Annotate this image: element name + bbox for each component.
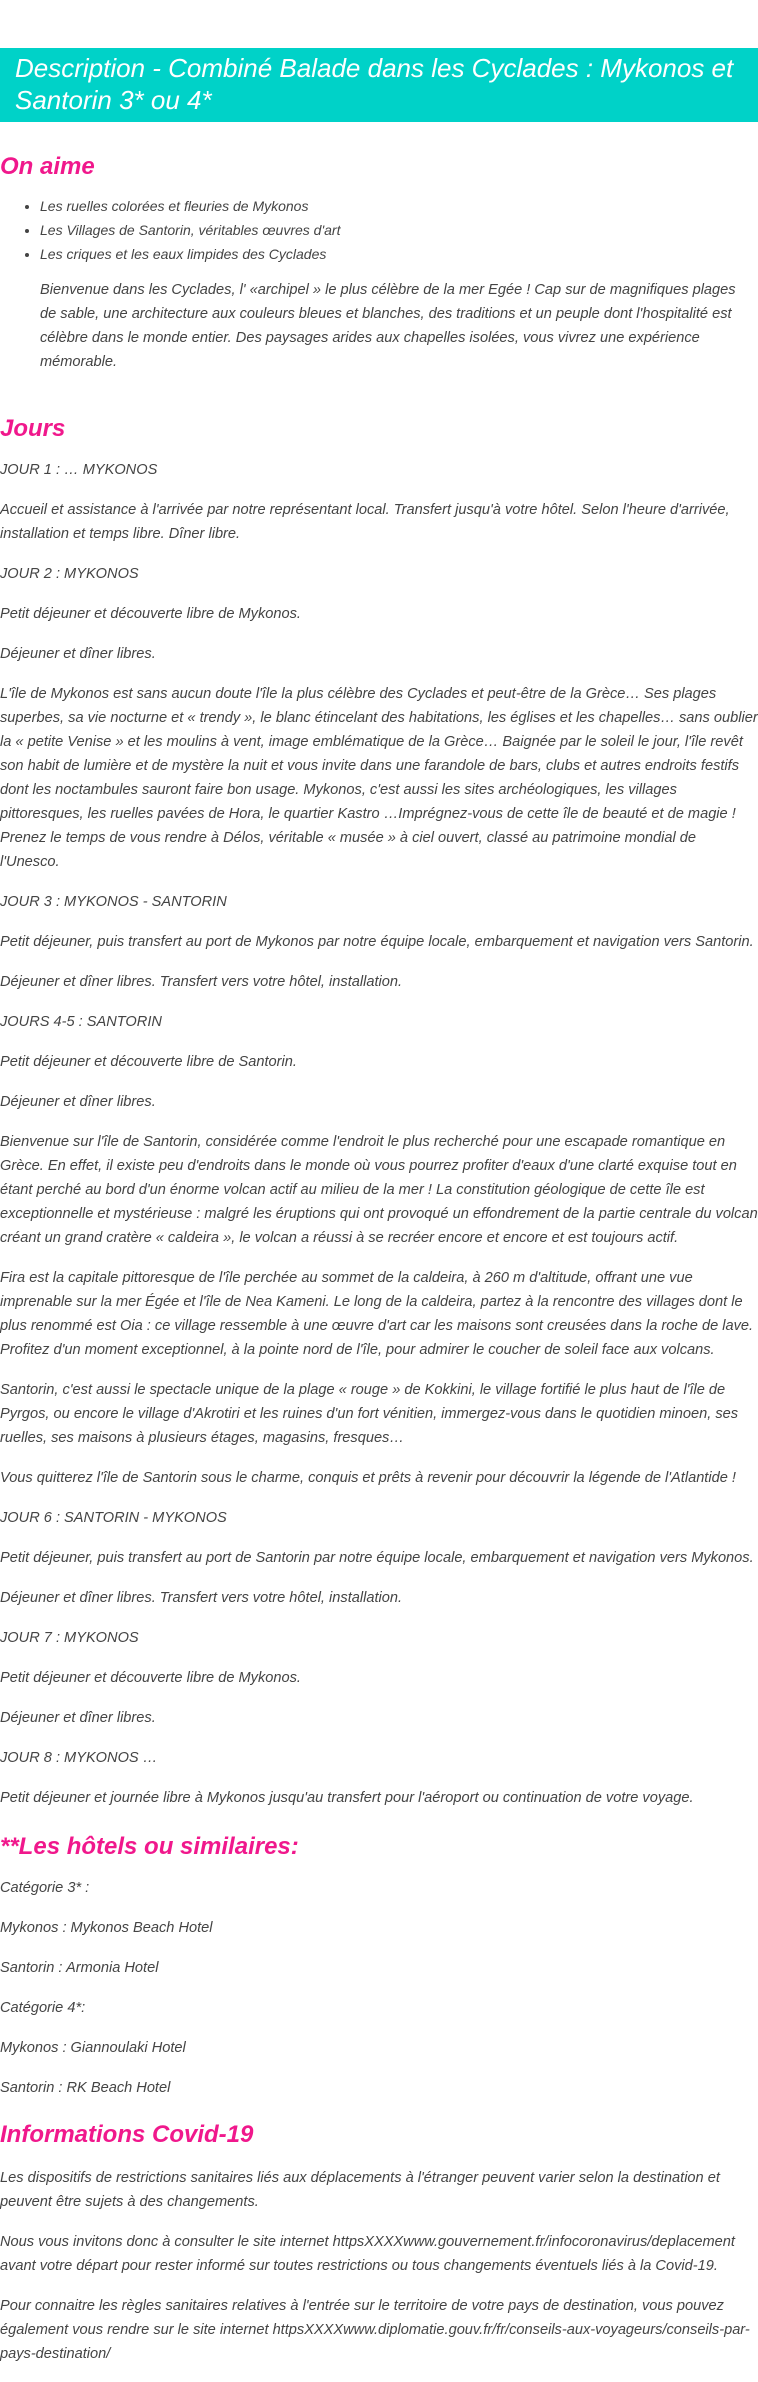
day-text: Déjeuner et dîner libres. Transfert vers votre hôtel, installation.	[0, 974, 403, 990]
hotels-list	[0, 1876, 758, 2100]
hotel-line: Santorin : RK Beach Hotel	[0, 2080, 171, 2096]
section-heading-jours: Jours	[0, 415, 66, 442]
page	[0, 48, 758, 2366]
likes-list	[0, 194, 758, 266]
day-text: Petit déjeuner et découverte libre de Santorin.	[0, 1054, 297, 1070]
day-text: L'île de Mykonos est sans aucun doute l'île la plus célèbre des Cyclades et peut-être de la Grèce… Ses plages superbes, sa vie nocturne et « trendy », le blanc étincelant des habitations, les églises et les chapelles… sans oublier la « petite Venise » et les moulins à vent, image emblématique de la Grèce… Baignée par le soleil le jour, l'île revêt son habit de lumière et de mystère la nuit et vous invite dans une farandole de bars, clubs et autres endroits festifs dont les noctambules sauront faire bon usage. Mykonos, c'est aussi les sites archéologiques, les villages pittoresques, les ruelles pavées de Hora, le quartier Kastro …Imprégnez-vous de cette île de beauté et de magie ! Prenez le temps de vous rendre à Délos, véritable « musée » à ciel ouvert, classé au patrimoine mondial de l'Unesco.	[0, 686, 758, 870]
day-title: JOUR 7 : MYKONOS	[0, 1630, 139, 1646]
section-heading-covid: Informations Covid-19	[0, 2121, 254, 2148]
section-heading-hotels: **Les hôtels ou similaires:	[0, 1833, 299, 1860]
day-text: Déjeuner et dîner libres.	[0, 1094, 156, 1110]
hotel-line: Santorin : Armonia Hotel	[0, 1960, 159, 1976]
hotel-category: Catégorie 3* :	[0, 1880, 90, 1896]
section-jours	[0, 414, 758, 1810]
day-text: Petit déjeuner, puis transfert au port de Santorin par notre équipe locale, embarquement et navigation vers Mykonos.	[0, 1550, 754, 1566]
page-title: Description - Combiné Balade dans les Cyclades : Mykonos et Santorin 3* ou 4*	[15, 53, 734, 115]
day-title: JOUR 8 : MYKONOS …	[0, 1750, 158, 1766]
hotel-line: Mykonos : Giannoulaki Hotel	[0, 2040, 186, 2056]
day-text: Déjeuner et dîner libres. Transfert vers votre hôtel, installation.	[0, 1590, 403, 1606]
covid-paragraph: Les dispositifs de restrictions sanitaires liés aux déplacements à l'étranger peuvent varier selon la destination et peuvent être sujets à des changements.	[0, 2170, 720, 2210]
hotel-category: Catégorie 4*:	[0, 2000, 86, 2016]
section-hotels	[0, 1832, 758, 2100]
day-text: Vous quitterez l'île de Santorin sous le charme, conquis et prêts à revenir pour découvrir la légende de l'Atlantide !	[0, 1470, 736, 1486]
day-text: Santorin, c'est aussi le spectacle unique de la plage « rouge » de Kokkini, le village fortifié le plus haut de l'île de Pyrgos, ou encore le village d'Akrotiri et les ruines d'un fort vénitien, immergez-vous dans le quotidien minoen, ses ruelles, ses maisons à plusieurs étages, magasins, fresques…	[0, 1382, 739, 1446]
covid-info	[0, 2166, 758, 2366]
section-heading-on-aime: On aime	[0, 153, 95, 180]
day-text: Petit déjeuner, puis transfert au port de Mykonos par notre équipe locale, embarquement et navigation vers Santorin.	[0, 934, 754, 950]
itinerary	[0, 458, 758, 1810]
list-item: • Les Villages de Santorin, véritables œuvres d'art	[40, 218, 758, 242]
day-text: Fira est la capitale pittoresque de l'île perchée au sommet de la caldeira, à 260 m d'altitude, offrant une vue imprenable sur la mer Égée et l'île de Nea Kameni. Le long de la caldeira, partez à la rencontre des villages dont le plus renommé est Oia : ce village ressemble à une œuvre d'art car les maisons sont creusées dans la roche de lave. Profitez d'un moment exceptionnel, à la pointe nord de l'île, pour admirer le coucher de soleil face aux volcans.	[0, 1270, 754, 1358]
day-title: JOUR 1 : … MYKONOS	[0, 462, 158, 478]
list-item: • Les criques et les eaux limpides des Cyclades	[40, 242, 758, 266]
day-title: JOUR 3 : MYKONOS - SANTORIN	[0, 894, 227, 910]
day-title: JOUR 2 : MYKONOS	[0, 566, 139, 582]
covid-paragraph: Pour connaitre les règles sanitaires relatives à l'entrée sur le territoire de votre pays de destination, vous pouvez également vous rendre sur le site internet httpsXXXXwww.diplomatie.gouv.fr/fr/conseils-aux-voyageurs/conseils-par-pays-destination/	[0, 2298, 750, 2362]
day-title: JOURS 4-5 : SANTORIN	[0, 1014, 162, 1030]
day-text: Bienvenue sur l'île de Santorin, considérée comme l'endroit le plus recherché pour une escapade romantique en Grèce. En effet, il existe peu d'endroits dans le monde où vous pourrez profiter d'eaux d'une clarté exquise tout en étant perché au bord d'un énorme volcan actif au milieu de la mer ! La constitution géologique de cette île est exceptionnelle et mystérieuse : malgré les éruptions qui ont provoqué un effondrement de la partie centrale du volcan créant un grand cratère « caldeira », le volcan a réussi à se recréer encore et encore et est toujours actif.	[0, 1134, 758, 1246]
hotel-line: Mykonos : Mykonos Beach Hotel	[0, 1920, 213, 1936]
day-text: Petit déjeuner et découverte libre de Mykonos.	[0, 1670, 301, 1686]
title-bar	[0, 48, 758, 122]
day-title: JOUR 6 : SANTORIN - MYKONOS	[0, 1510, 227, 1526]
covid-paragraph: Nous vous invitons donc à consulter le site internet httpsXXXXwww.gouvernement.fr/infocoronavirus/deplacement avant votre départ pour rester informé sur toutes restrictions ou tous changements éventuels liés à la Covid-19.	[0, 2234, 735, 2274]
list-item: • Les ruelles colorées et fleuries de Mykonos	[40, 194, 758, 218]
intro-paragraph: Bienvenue dans les Cyclades, l' «archipel » le plus célèbre de la mer Egée ! Cap sur de magnifiques plages de sable, une architecture aux couleurs bleues et blanches, des traditions et un peuple dont l'hospitalité est célèbre dans le monde entier. Des paysages arides aux chapelles isolées, vous vivrez une expérience mémorable.	[40, 282, 736, 370]
day-text: Accueil et assistance à l'arrivée par notre représentant local. Transfert jusqu'à votre hôtel. Selon l'heure d'arrivée, installation et temps libre. Dîner libre.	[0, 502, 730, 542]
day-text: Petit déjeuner et journée libre à Mykonos jusqu'au transfert pour l'aéroport ou continuation de votre voyage.	[0, 1790, 694, 1806]
day-text: Petit déjeuner et découverte libre de Mykonos.	[0, 606, 301, 622]
section-covid	[0, 2120, 758, 2366]
day-text: Déjeuner et dîner libres.	[0, 1710, 156, 1726]
section-on-aime	[0, 152, 758, 374]
day-text: Déjeuner et dîner libres.	[0, 646, 156, 662]
